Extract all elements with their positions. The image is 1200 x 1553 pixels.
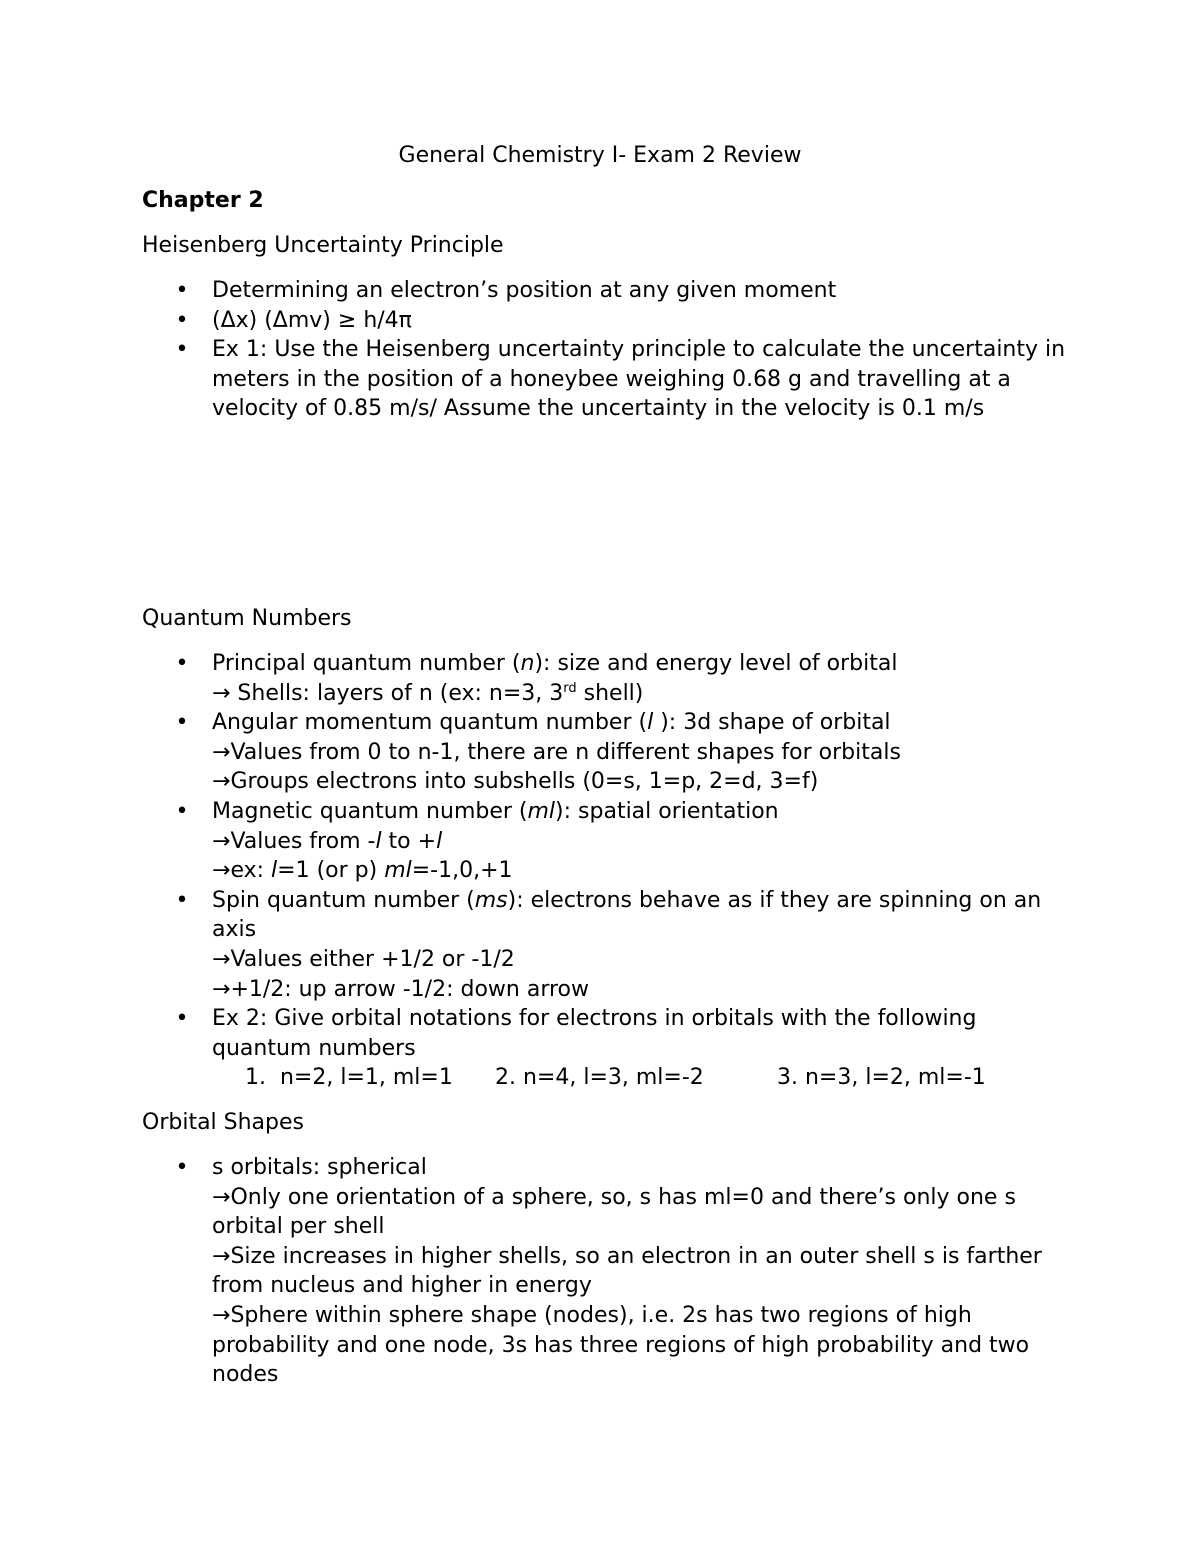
label-text: Spin quantum number ( (212, 887, 475, 913)
sub-text: +1/2: up arrow -1/2: down arrow (230, 976, 589, 1002)
list-item (142, 335, 1072, 424)
symbol-ml: ml (527, 798, 556, 824)
list-item-ex2 (142, 1004, 1072, 1093)
list-item-magnetic (142, 797, 1072, 886)
bullet-icon: • (175, 307, 189, 333)
symbol-n: n (520, 651, 535, 676)
bullet-icon: • (175, 651, 189, 676)
label-text: ): electrons behave as if they are spinning on an axis (212, 887, 1042, 943)
symbol-l: l (436, 828, 443, 854)
label-text: ): spatial orientation (555, 798, 779, 824)
heisenberg-heading: Heisenberg Uncertainty Principle (142, 233, 504, 258)
ex2-numbered-row (212, 1063, 1072, 1093)
bullet-icon: • (175, 887, 189, 913)
symbol-ml: ml (384, 858, 412, 884)
label-text: ): size and energy level of orbital (534, 651, 898, 676)
list-item-s-orbitals (142, 1153, 1072, 1390)
orbital-shapes-list (142, 1153, 1072, 1390)
list-item-principal (142, 649, 1072, 708)
bullet-icon: • (175, 337, 189, 363)
sub-text: Values from 0 to n-1, there are n different shapes for orbitals (230, 739, 901, 765)
bullet-icon: • (175, 1155, 189, 1180)
arrow-icon: → (212, 1184, 231, 1210)
orbital-shapes-heading: Orbital Shapes (142, 1110, 305, 1135)
heisenberg-list (142, 276, 1072, 424)
ex2-item-1: 1. n=2, l=1, ml=1 (245, 1065, 453, 1091)
superscript: rd (563, 680, 577, 696)
sub-text: =1 (or p) (277, 858, 385, 884)
sub-text: Groups electrons into subshells (0=s, 1=p, 2=d, 3=f) (230, 769, 819, 795)
ex2-text: Ex 2: Give orbital notations for electrons in orbitals with the following quantum numbers (212, 1006, 977, 1061)
arrow-icon: → (212, 680, 231, 706)
document-title: General Chemistry I- Exam 2 Review (398, 143, 802, 168)
symbol-l: l (375, 828, 382, 854)
ex2-item-2: 2. n=4, l=3, ml=-2 (495, 1065, 704, 1091)
sub-text: Shells: layers of n (ex: n=3, 3 (230, 680, 564, 706)
list-item-text: (Δx) (Δmv) ≥ h/4π (212, 307, 412, 333)
symbol-ms: ms (474, 887, 508, 913)
symbol-l: l (647, 710, 654, 736)
list-item-text: Ex 1: Use the Heisenberg uncertainty principle to calculate the uncertainty in meters in the position of a honeybee weighing 0.68 g and travelling at a velocity of 0.85 m/s/ Assume the uncertainty in the velocity is 0.1 m/s (212, 337, 1066, 422)
sub-text: Values either +1/2 or -1/2 (230, 946, 515, 972)
label-text: Magnetic quantum number ( (212, 798, 528, 824)
sub-text: to + (381, 828, 437, 854)
arrow-icon: → (212, 946, 231, 972)
arrow-icon: → (212, 976, 231, 1002)
label-text: Angular momentum quantum number ( (212, 710, 648, 736)
arrow-icon: → (212, 1302, 231, 1328)
sub-text: Values from - (230, 828, 376, 854)
symbol-l: l (271, 858, 278, 884)
bullet-icon: • (175, 1006, 189, 1032)
ex2-item-3: 3. n=3, l=2, ml=-1 (777, 1065, 986, 1091)
arrow-icon: → (212, 858, 231, 884)
label-text: s orbitals: spherical (212, 1155, 427, 1180)
bullet-icon: • (175, 798, 189, 824)
list-item-spin (142, 886, 1072, 1004)
sub-text: Size increases in higher shells, so an electron in an outer shell s is farther from nucleus and higher in energy (212, 1243, 1042, 1299)
bullet-icon: • (175, 278, 189, 303)
list-item-angular (142, 708, 1072, 797)
sub-text: shell) (576, 680, 644, 706)
label-text: ): 3d shape of orbital (653, 710, 891, 736)
sub-text: Sphere within sphere shape (nodes), i.e. 2s has two regions of high probability and one node, 3s has three regions of high probability and two nodes (212, 1302, 1030, 1388)
label-text: Principal quantum number ( (212, 651, 521, 676)
list-item-text: Determining an electron’s position at any given moment (212, 278, 837, 303)
arrow-icon: → (212, 739, 231, 765)
quantum-heading: Quantum Numbers (142, 606, 352, 631)
list-item (142, 306, 1072, 336)
list-item (142, 276, 1072, 306)
sub-text: ex: (230, 858, 272, 884)
sub-text: =-1,0,+1 (411, 858, 513, 884)
bullet-icon: • (175, 710, 189, 736)
chapter-heading: Chapter 2 (142, 188, 264, 213)
arrow-icon: → (212, 769, 231, 795)
arrow-icon: → (212, 1243, 231, 1269)
arrow-icon: → (212, 828, 231, 854)
quantum-list (142, 649, 1072, 1093)
sub-text: Only one orientation of a sphere, so, s has ml=0 and there’s only one s orbital per shell (212, 1184, 1016, 1240)
